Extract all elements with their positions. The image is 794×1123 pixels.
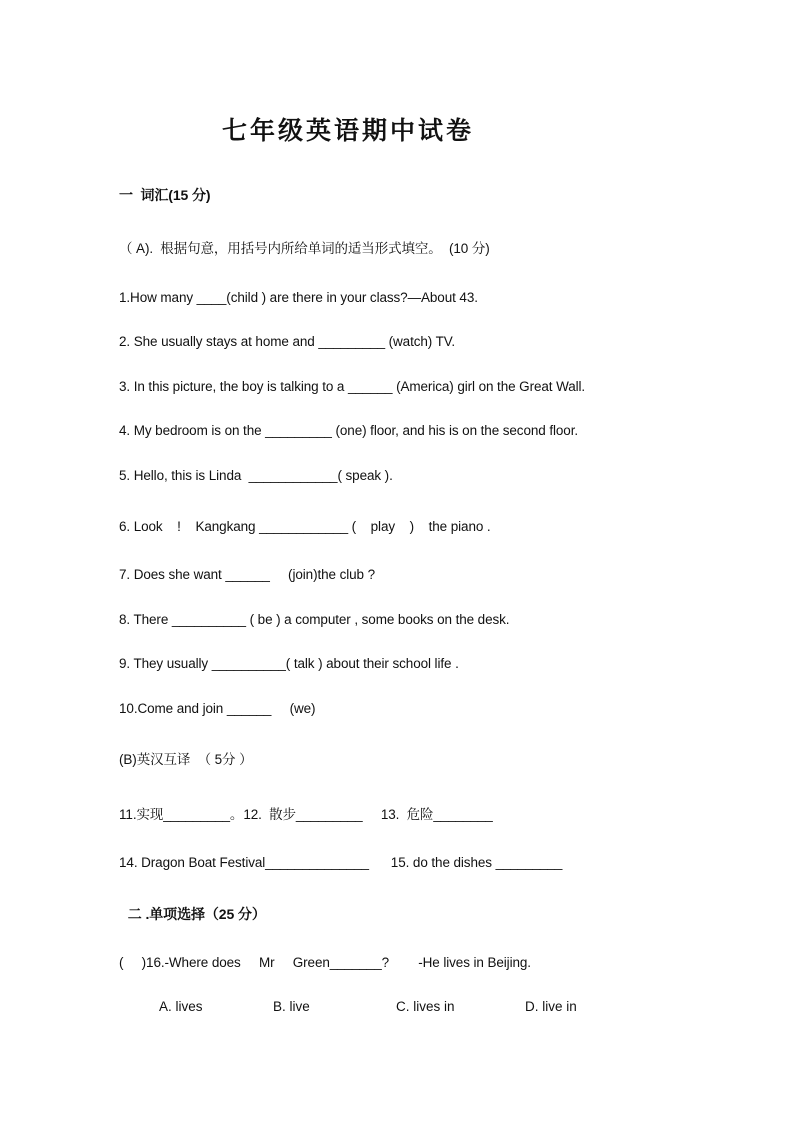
question-item: 3. In this picture, the boy is talking to a ______ (America) girl on the Great Wall. (119, 379, 586, 394)
question-item: 7. Does she want ______ (join)the club ? (119, 567, 376, 582)
exam-title: 七年级英语期中试卷 (222, 116, 475, 145)
option-a: A. lives (159, 999, 203, 1014)
partB-instruction: (B)英汉互译 （ 5分 ） (119, 752, 253, 767)
question-item: 10.Come and join ______ (we) (119, 701, 316, 716)
translation-item: 11.实现_________。12. 散步_________ 13. 危险________ (119, 807, 493, 822)
option-b: B. live (273, 999, 310, 1014)
option-c: C. lives in (396, 999, 455, 1014)
section2-heading: 二 .单项选择（25 分） (124, 906, 266, 922)
option-d: D. live in (525, 999, 577, 1014)
question-item: 9. They usually __________( talk ) about their school life . (119, 656, 459, 671)
question-item: 4. My bedroom is on the _________ (one) floor, and his is on the second floor. (119, 423, 578, 438)
question-item: 5. Hello, this is Linda ____________( speak ). (119, 468, 393, 483)
question-item: 2. She usually stays at home and _________ (watch) TV. (119, 334, 456, 349)
section1-heading: 一 词汇(15 分) (119, 187, 211, 203)
question-item: 6. Look ! Kangkang ____________ ( play ) the piano . (119, 519, 491, 534)
translation-item: 14. Dragon Boat Festival______________ 15. do the dishes _________ (119, 855, 563, 870)
partA-instruction: （ A). 根据句意，用括号内所给单词的适当形式填空。 (10 分) (119, 241, 490, 256)
question-item: 8. There __________ ( be ) a computer , some books on the desk. (119, 612, 510, 627)
question-16: ( )16.-Where does Mr Green_______? -He lives in Beijing. (119, 955, 531, 970)
question-item: 1.How many ____(child ) are there in your class?—About 43. (119, 290, 478, 305)
